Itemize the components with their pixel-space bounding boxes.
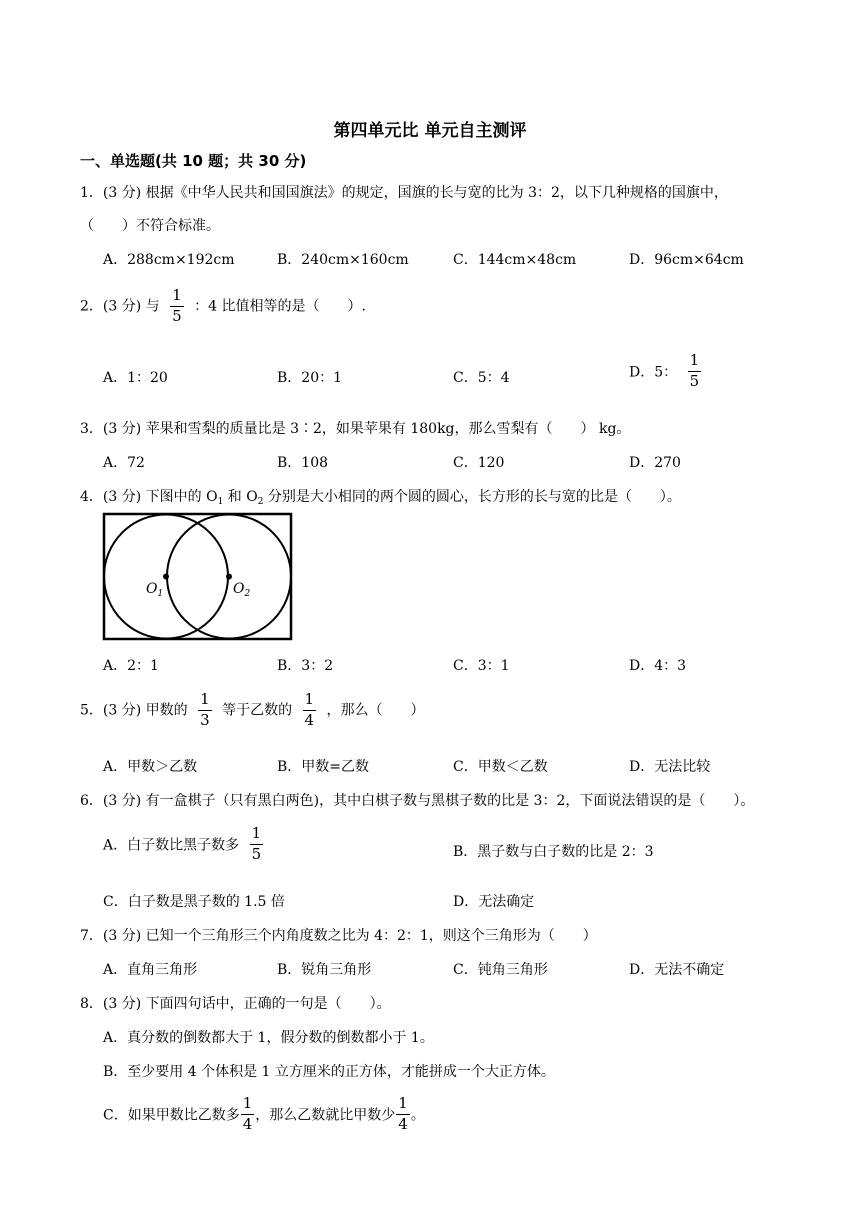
q8-option-c-mid: ，那么乙数就比甲数少 — [255, 1107, 396, 1124]
q4-option-b: B．3：2 — [277, 658, 334, 674]
q2-fraction-numerator: 1 — [172, 286, 182, 304]
question-7: 7．(3 分) 已知一个三角形三个内角度数之比为 4：2：1，则这个三角形为（ ） — [80, 928, 597, 944]
question-1-line-2: （ ）不符合标准。 — [80, 218, 220, 234]
q2-option-a: A．1：20 — [103, 370, 168, 386]
q5-option-d: D．无法比较 — [629, 759, 711, 775]
q8-option-b: B．至少要用 4 个体积是 1 立方厘米的正方体，才能拼成一个大正方体。 — [103, 1064, 555, 1080]
q4-mid: 和 O — [223, 489, 258, 505]
figure-center-o1 — [163, 574, 169, 580]
q6-option-a — [103, 826, 269, 863]
q3-option-c: C．120 — [453, 455, 505, 471]
q4-prefix: 4．(3 分) 下图中的 O — [80, 489, 218, 505]
q8-option-c-fraction-1-denominator: 4 — [242, 1114, 253, 1133]
q4-sub-2: 2 — [257, 497, 264, 507]
q6-option-c: C．白子数是黑子数的 1.5 倍 — [103, 894, 285, 910]
q7-option-b: B．锐角三角形 — [277, 962, 372, 978]
q1-option-a: A．288cm×192cm — [103, 252, 235, 268]
q1-option-c: C．144cm×48cm — [453, 252, 577, 268]
figure-rectangle — [104, 514, 291, 639]
page-title: 第四单元比 单元自主测评 — [333, 121, 527, 141]
q8-option-c — [103, 1096, 425, 1133]
q5-fraction-1 — [198, 692, 212, 729]
q2-option-d-text: D．5： — [629, 364, 678, 381]
q4-option-a: A．2：1 — [103, 658, 159, 674]
figure-label-o2: $O_2$ — [233, 581, 251, 599]
q5-prefix: 5．(3 分) 甲数的 — [80, 702, 188, 719]
section-heading: 一、单选题(共 10 题；共 30 分) — [80, 152, 307, 170]
question-5 — [80, 692, 425, 729]
figure-label-o1: $O_1$ — [146, 581, 164, 599]
q7-option-a: A．直角三角形 — [103, 962, 198, 978]
q2-option-d-numerator: 1 — [689, 351, 700, 369]
q8-option-c-fraction-1 — [241, 1096, 255, 1133]
question-3: 3．(3 分) 苹果和雪梨的质量比是 3∶2，如果苹果有 180kg，那么雪梨有（ ） kg。 — [80, 421, 631, 437]
q5-mid: 等于乙数的 — [222, 702, 293, 719]
q8-option-c-prefix: C．如果甲数比乙数多 — [103, 1107, 240, 1124]
q2-option-d-fraction — [688, 353, 702, 390]
question-4 — [80, 486, 681, 507]
q2-option-c: C．5：4 — [453, 370, 510, 386]
q7-option-d: D．无法不确定 — [629, 962, 725, 978]
question-8: 8．(3 分) 下面四句话中，正确的一句是（ ）。 — [80, 996, 391, 1012]
q8-option-c-suffix: 。 — [410, 1107, 425, 1124]
q6-option-a-numerator: 1 — [251, 824, 262, 842]
two-circles-rectangle-figure — [100, 511, 295, 643]
q6-option-a-text: A．白子数比黑子数多 — [103, 837, 240, 854]
q6-option-b: B．黑子数与白子数的比是 2：3 — [453, 844, 654, 860]
q2-option-d — [629, 353, 707, 390]
q1-option-b: B．240cm×160cm — [277, 252, 409, 268]
q5-suffix: ，那么（ ） — [326, 702, 425, 719]
q5-fraction-2-numerator: 1 — [304, 690, 315, 708]
q3-option-b: B．108 — [277, 455, 329, 471]
q4-sub-1: 1 — [217, 497, 224, 507]
q5-fraction-1-numerator: 1 — [200, 690, 210, 708]
q2-option-b: B．20：1 — [277, 370, 343, 386]
question-1-line-1: 1．(3 分) 根据《中华人民共和国国旗法》的规定，国旗的长与宽的比为 3：2，以下几种规格的国旗中， — [80, 185, 728, 201]
figure-center-o2 — [226, 574, 232, 580]
q5-option-b: B．甲数=乙数 — [277, 759, 370, 775]
question-6: 6．(3 分) 有一盒棋子（只有黑白两色)，其中白棋子数与黑棋子数的比是 3：2，下面说法错误的是（ ）。 — [80, 793, 755, 809]
q5-fraction-1-denominator: 3 — [200, 710, 210, 729]
q2-prefix: 2．(3 分) 与 — [80, 298, 160, 315]
q2-fraction — [170, 288, 184, 325]
q2-option-d-denominator: 5 — [689, 371, 700, 390]
q3-option-d: D．270 — [629, 455, 681, 471]
q8-option-a: A．真分数的倒数都大于 1，假分数的倒数都小于 1。 — [103, 1030, 434, 1046]
q4-option-d: D．4：3 — [629, 658, 687, 674]
q6-option-a-denominator: 5 — [251, 844, 262, 863]
q8-option-c-fraction-2-denominator: 4 — [398, 1114, 408, 1133]
q2-fraction-denominator: 5 — [172, 306, 182, 325]
q3-option-a: A．72 — [103, 455, 145, 471]
q8-option-c-fraction-2 — [396, 1096, 410, 1133]
q7-option-c: C．钝角三角形 — [453, 962, 548, 978]
question-2 — [80, 288, 366, 325]
q6-option-a-fraction — [250, 826, 264, 863]
q5-option-a: A．甲数＞乙数 — [103, 759, 198, 775]
q5-option-c: C．甲数＜乙数 — [453, 759, 548, 775]
q1-option-d: D．96cm×64cm — [629, 252, 744, 268]
q8-option-c-fraction-1-numerator: 1 — [242, 1094, 253, 1112]
q5-fraction-2-denominator: 4 — [304, 710, 315, 729]
q4-suffix: 分别是大小相同的两个圆的圆心，长方形的长与宽的比是（ ）。 — [263, 489, 681, 505]
q6-option-d: D．无法确定 — [453, 894, 535, 910]
q8-option-c-fraction-2-numerator: 1 — [398, 1094, 408, 1112]
q2-suffix: ：4 比值相等的是（ ）. — [194, 298, 366, 315]
q4-option-c: C．3：1 — [453, 658, 510, 674]
q5-fraction-2 — [303, 692, 317, 729]
